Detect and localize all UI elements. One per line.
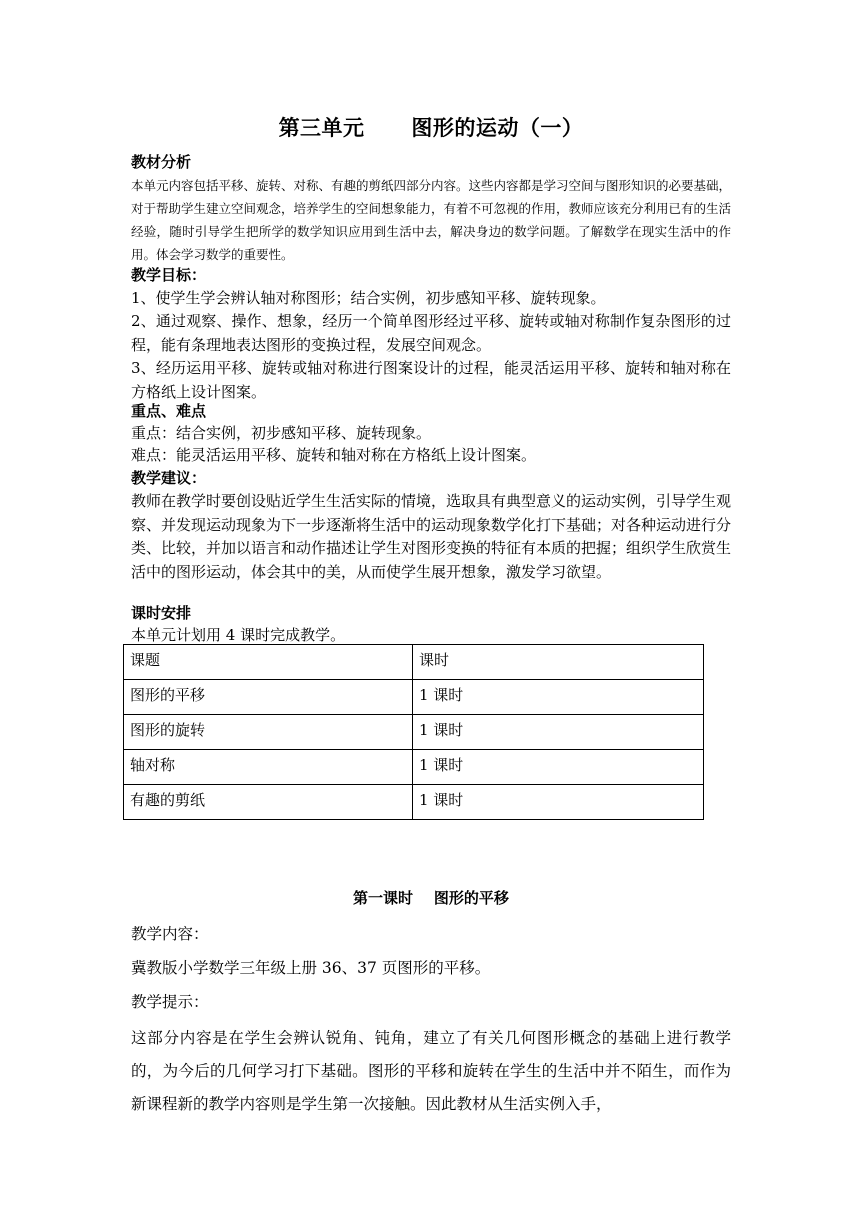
table-cell-topic: 轴对称	[124, 750, 413, 785]
lesson-hint-text: 这部分内容是在学生会辨认锐角、钝角，建立了有关几何图形概念的基础上进行教学的，为今后的几何学习打下基础。图形的平移和旋转在学生的生活中并不陌生，而作为新课程新的教学内容则是学生第一次接触。因此教材从生活实例入手，	[131, 1029, 731, 1113]
goal-item-3: 3、经历运用平移、旋转或轴对称进行图案设计的过程，能灵活运用平移、旋转和轴对称在方格纸上设计图案。	[131, 359, 731, 401]
lesson-hint-label: 教学提示：	[131, 993, 209, 1011]
goal-item-2: 2、通过观察、操作、想象，经历一个简单图形经过平移、旋转或轴对称制作复杂图形的过程，能有条理地表达图形的变换过程，发展空间观念。	[131, 312, 731, 354]
table-cell-topic: 图形的平移	[124, 680, 413, 715]
suggestions-text: 教师在教学时要创设贴近学生生活实际的情境，选取具有典型意义的运动实例，引导学生观察、并发现运动现象为下一步逐渐将生活中的运动现象数学化打下基础；对各种运动进行分类、比较，并加以语言和动作描述让学生对图形变换的特征有本质的把握；组织学生欣赏生活中的图形运动，体会其中的美，从而使学生展开想象，激发学习欲望。	[131, 492, 732, 581]
table-cell-hours: 1 课时	[413, 785, 704, 820]
table-row	[124, 680, 704, 715]
table-cell-hours: 1 课时	[413, 750, 704, 785]
table-cell-topic: 图形的旋转	[124, 715, 413, 750]
table-header-row	[124, 645, 704, 680]
schedule-heading: 课时安排	[131, 604, 192, 622]
lesson-title: 第一课时 图形的平移	[353, 889, 509, 907]
table-header-cell: 课时	[413, 645, 704, 680]
lesson-content: 冀教版小学数学三年级上册 36、37 页图形的平移。	[131, 959, 491, 977]
schedule-intro: 本单元计划用 4 课时完成教学。	[131, 626, 346, 644]
suggestions-heading: 教学建议：	[131, 469, 207, 487]
key-point: 重点：结合实例，初步感知平移、旋转现象。	[131, 424, 432, 442]
difficult-point: 难点：能灵活运用平移、旋转和轴对称在方格纸上设计图案。	[131, 446, 537, 464]
goals-heading: 教学目标：	[131, 266, 207, 284]
table-row	[124, 715, 704, 750]
table-cell-hours: 1 课时	[413, 680, 704, 715]
unit-title: 第三单元 图形的运动（一）	[278, 115, 584, 140]
table-header-cell: 课题	[124, 645, 413, 680]
table-cell-topic: 有趣的剪纸	[124, 785, 413, 820]
schedule-table	[123, 644, 704, 820]
table-row	[124, 750, 704, 785]
table-row	[124, 785, 704, 820]
lesson-content-label: 教学内容：	[131, 925, 209, 943]
analysis-text: 本单元内容包括平移、旋转、对称、有趣的剪纸四部分内容。这些内容都是学习空间与图形知识的必要基础，对于帮助学生建立空间观念，培养学生的空间想象能力，有着不可忽视的作用，教师应该充分利用已有的生活经验，随时引导学生把所学的数学知识应用到生活中去，解决身边的数学问题。了解数学在现实生活中的作用。体会学习数学的重要性。	[131, 178, 732, 262]
goal-item-1: 1、使学生学会辨认轴对称图形；结合实例，初步感知平移、旋转现象。	[131, 289, 606, 307]
key-points-heading: 重点、难点	[131, 402, 207, 420]
table-cell-hours: 1 课时	[413, 715, 704, 750]
analysis-heading: 教材分析	[131, 153, 192, 171]
